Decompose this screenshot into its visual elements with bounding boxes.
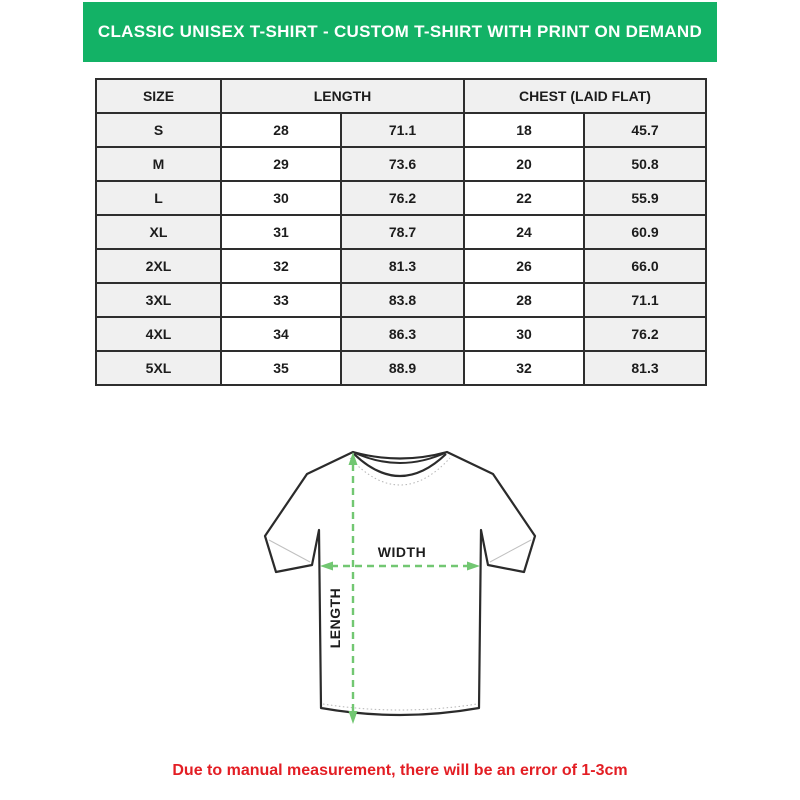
- table-header-row: [96, 79, 706, 113]
- size-chart-table: [95, 78, 707, 386]
- length-inches: 31: [221, 215, 341, 249]
- tshirt-measurement-diagram: [263, 448, 537, 730]
- size-label: XL: [96, 215, 221, 249]
- length-inches: 32: [221, 249, 341, 283]
- size-label: 3XL: [96, 283, 221, 317]
- chest-inches: 32: [464, 351, 584, 385]
- length-inches: 34: [221, 317, 341, 351]
- length-inches: 29: [221, 147, 341, 181]
- length-cm: 73.6: [341, 147, 464, 181]
- chest-cm: 55.9: [584, 181, 706, 215]
- title-banner: [83, 2, 717, 62]
- chest-cm: 71.1: [584, 283, 706, 317]
- length-cm: 76.2: [341, 181, 464, 215]
- chest-cm: 81.3: [584, 351, 706, 385]
- column-header-size: SIZE: [96, 79, 221, 113]
- chest-cm: 45.7: [584, 113, 706, 147]
- size-label: M: [96, 147, 221, 181]
- chest-inches: 18: [464, 113, 584, 147]
- length-cm: 71.1: [341, 113, 464, 147]
- length-cm: 86.3: [341, 317, 464, 351]
- size-label: S: [96, 113, 221, 147]
- size-label: 4XL: [96, 317, 221, 351]
- page-title: CLASSIC UNISEX T-SHIRT - CUSTOM T-SHIRT WITH PRINT ON DEMAND: [97, 22, 703, 41]
- table-row: [96, 181, 706, 215]
- length-cm: 83.8: [341, 283, 464, 317]
- size-label: 5XL: [96, 351, 221, 385]
- tshirt-outline-drawing: [263, 448, 537, 730]
- chest-cm: 50.8: [584, 147, 706, 181]
- length-arrow-head-bottom: [349, 711, 358, 724]
- size-label: L: [96, 181, 221, 215]
- length-inches: 30: [221, 181, 341, 215]
- measurement-error-note: Due to manual measurement, there will be an error of 1-3cm: [172, 762, 628, 779]
- length-inches: 33: [221, 283, 341, 317]
- length-cm: 78.7: [341, 215, 464, 249]
- length-inches: 28: [221, 113, 341, 147]
- chest-inches: 22: [464, 181, 584, 215]
- chest-inches: 20: [464, 147, 584, 181]
- width-label: WIDTH: [377, 544, 427, 560]
- length-cm: 81.3: [341, 249, 464, 283]
- column-header-chest: CHEST (LAID FLAT): [464, 79, 706, 113]
- table-row: [96, 283, 706, 317]
- table-row: [96, 113, 706, 147]
- tshirt-body-outline: [265, 452, 535, 715]
- table-row: [96, 147, 706, 181]
- chest-cm: 76.2: [584, 317, 706, 351]
- chest-inches: 28: [464, 283, 584, 317]
- length-cm: 88.9: [341, 351, 464, 385]
- table-row: [96, 351, 706, 385]
- length-label: LENGTH: [327, 587, 343, 649]
- chest-cm: 60.9: [584, 215, 706, 249]
- chest-inches: 24: [464, 215, 584, 249]
- column-header-length: LENGTH: [221, 79, 464, 113]
- size-label: 2XL: [96, 249, 221, 283]
- length-inches: 35: [221, 351, 341, 385]
- table-row: [96, 317, 706, 351]
- chest-inches: 26: [464, 249, 584, 283]
- chest-inches: 30: [464, 317, 584, 351]
- chest-cm: 66.0: [584, 249, 706, 283]
- table-row: [96, 249, 706, 283]
- table-row: [96, 215, 706, 249]
